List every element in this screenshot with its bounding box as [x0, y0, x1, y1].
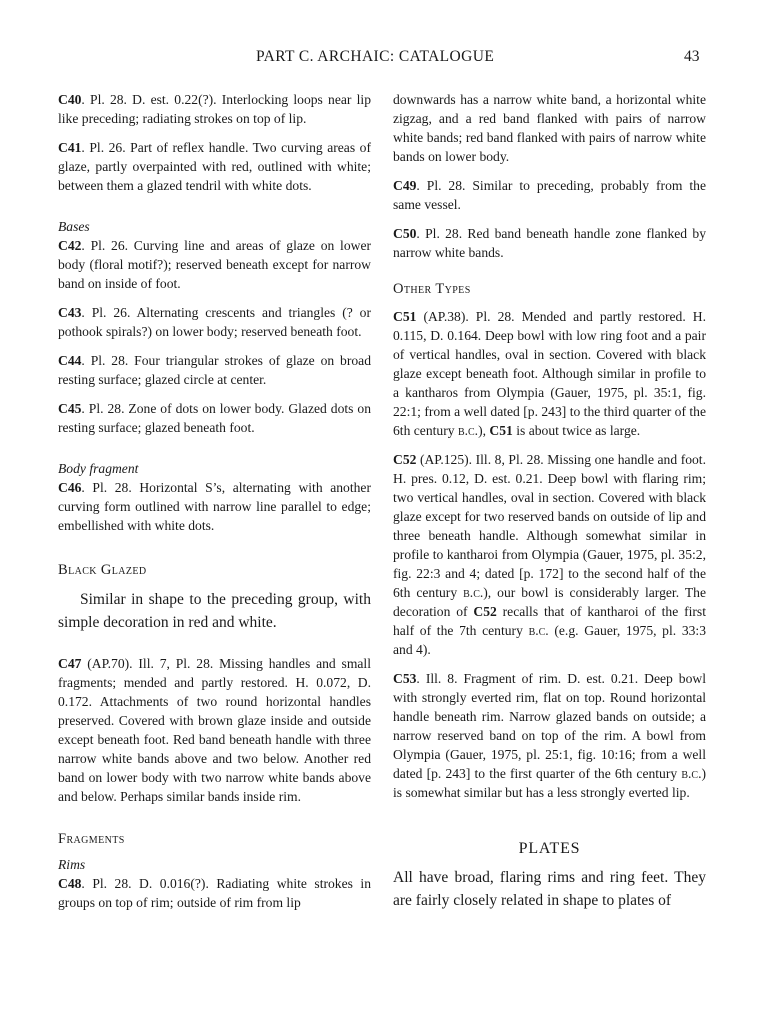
entry-text: ), our bowl is considerably larger. The decoration of [393, 585, 706, 619]
entry-text: . Pl. 26. Alternating crescents and triangles (? or pothook spirals?) on lower body; reserved beneath foot. [58, 305, 371, 339]
section-heading-fragments: Fragments [58, 831, 125, 847]
catalogue-entry-c47 [58, 654, 371, 806]
entry-text: . Pl. 28. Red band beneath handle zone flanked by narrow white bands. [393, 226, 706, 260]
entry-id: C43 [58, 305, 82, 320]
entry-id: C53 [393, 671, 417, 686]
entry-text: . Pl. 28. D. est. 0.22(?). Interlocking loops near lip like preceding; radiating strokes on top of lip. [58, 92, 371, 126]
entry-id: C42 [58, 238, 82, 253]
entry-text: . Pl. 28. Horizontal S’s, alternating with another curving form outlined with narrow line parallel to edge; embellished with white dots. [58, 480, 371, 533]
section-heading-plates: PLATES [518, 840, 581, 857]
section-heading-black-glazed: Black Glazed [58, 562, 147, 578]
entry-id: C46 [58, 480, 82, 495]
era-abbrev: b.c. [528, 623, 549, 638]
entry-id: C49 [393, 178, 417, 193]
entry-id: C47 [58, 656, 82, 671]
entry-text: (AP.70). Ill. 7, Pl. 28. Missing handles and small fragments; mended and partly restored. H. 0.072, D. 0.172. Attachments of two round horizontal handles preserved. Covered with brown glaze inside and outside except beneath foot. Red band beneath handle with three narrow white bands above and two below. Another red band on lower body with two narrow white bands above and below. Perhaps similar bands inside rim. [58, 656, 371, 804]
running-head: PART C. ARCHAIC: CATALOGUE [256, 48, 495, 65]
entry-text: recalls that of kantharoi of the first half of the 7th century [393, 604, 706, 638]
entry-text: ), [478, 423, 490, 438]
section-intro-black-glazed: Similar in shape to the preceding group, with simple decoration in red and white. [58, 591, 371, 631]
entry-text: . Ill. 8. Fragment of rim. D. est. 0.21. Deep bowl with strongly everted rim, flat on top. Round horizontal handle beneath rim. Narrow glazed bands on outside; a narrow reserved band on top of the rim. A bowl from Olympia (Gauer, 1975, pl. 25:1, fig. 10:16; from a well dated [p. 243] to the first quarter of the 6th century [393, 671, 706, 781]
entry-id: C41 [58, 140, 82, 155]
entry-text: ) is somewhat similar but has a less strongly everted lip. [393, 766, 706, 800]
catalogue-entry-c50 [393, 224, 706, 262]
entry-id: C45 [58, 401, 82, 416]
catalogue-entry-c43 [58, 303, 371, 341]
entry-text: . Pl. 28. D. 0.016(?). Radiating white strokes in groups on top of rim; outside of rim from lip [58, 876, 371, 910]
catalogue-entry-c41 [58, 138, 371, 195]
entry-id: C51 [393, 309, 417, 324]
catalogue-entry-c52 [393, 450, 706, 659]
entry-ref: C51 [489, 423, 513, 438]
catalogue-entry-c48 [58, 874, 371, 912]
entry-text: . Pl. 28. Zone of dots on lower body. Glazed dots on resting surface; glazed beneath foot. [58, 401, 371, 435]
entry-text: . Pl. 26. Part of reflex handle. Two curving areas of glaze, partly overpainted with red, outlined with white; between them a glazed tendril with white dots. [58, 140, 371, 193]
catalogue-entry-c46 [58, 478, 371, 535]
entry-text: . Pl. 28. Similar to preceding, probably from the same vessel. [393, 178, 706, 212]
entry-text: . Pl. 26. Curving line and areas of glaze on lower body (floral motif?); reserved beneath except for narrow band on inside of foot. [58, 238, 371, 291]
catalogue-entry-c51 [393, 307, 706, 440]
entry-id: C48 [58, 876, 82, 891]
entry-id: C50 [393, 226, 417, 241]
entry-text: . Pl. 28. Four triangular strokes of glaze on broad resting surface; glazed circle at center. [58, 353, 371, 387]
subheading-body-fragment: Body fragment [58, 461, 139, 476]
entry-text: (AP.125). Ill. 8, Pl. 28. Missing one handle and foot. H. pres. 0.12, D. est. 0.21. Deep bowl with flaring rim; two vertical handles, oval in section. Covered with black glaze except for two reserved bands on outside of lip and three beneath handle. Although somewhat similar in profile to kantharoi from Olympia (Gauer, 1975, pl. 35:2, fig. 22:3 and 4; dated [p. 172] to the second half of the 6th century [393, 452, 706, 600]
entry-text: (e.g. Gauer, 1975, pl. 33:3 and 4). [393, 623, 706, 657]
era-abbrev: b.c. [681, 766, 702, 781]
catalogue-entry-c45 [58, 399, 371, 437]
entry-id: C40 [58, 92, 82, 107]
section-intro-plates: All have broad, flaring rims and ring feet. They are fairly closely related in shape to plates of [393, 869, 706, 909]
entry-id: C52 [393, 452, 417, 467]
entry-id: C44 [58, 353, 82, 368]
page-number: 43 [684, 48, 700, 65]
section-heading-other-types: Other Types [393, 281, 471, 297]
entry-text: (AP.38). Pl. 28. Mended and partly restored. H. 0.115, D. 0.164. Deep bowl with low ring foot and a pair of vertical handles, oval in section. Covered with black glaze except beneath foot. Although similar in profile to a kantharos from Olympia (Gauer, 1975, pl. 35:1, fig. 22:1; from a well dated [p. 243] to the third quarter of the 6th century [393, 309, 706, 438]
subheading-bases: Bases [58, 219, 90, 234]
catalogue-entry-c48-continued: downwards has a narrow white band, a horizontal white zigzag, and a red band flanked with pairs of narrow white bands; red band flanked with pairs of narrow white bands on lower body. [393, 92, 706, 164]
subheading-rims: Rims [58, 857, 86, 872]
catalogue-entry-c53 [393, 669, 706, 802]
era-abbrev: b.c. [463, 585, 484, 600]
catalogue-entry-c42 [58, 236, 371, 293]
catalogue-entry-c40 [58, 90, 371, 128]
catalogue-entry-c49 [393, 176, 706, 214]
left-column [58, 90, 371, 922]
entry-text: is about twice as large. [512, 423, 641, 438]
catalogue-entry-c44 [58, 351, 371, 389]
right-column [393, 90, 706, 912]
entry-ref: C52 [473, 604, 497, 619]
era-abbrev: b.c. [457, 423, 479, 438]
